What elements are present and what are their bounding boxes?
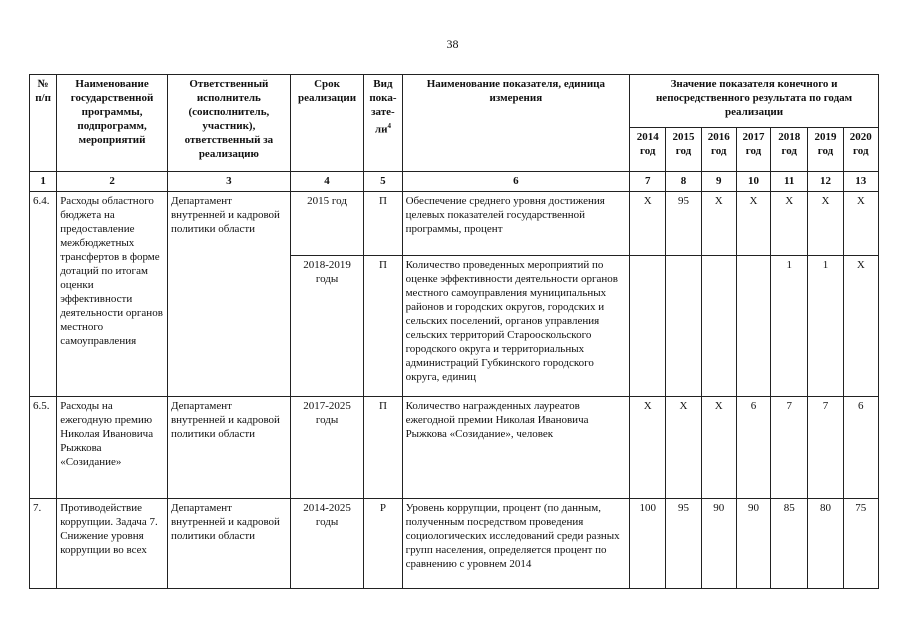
row-value [736,256,770,397]
row-indicator: Уровень коррупции, процент (по данным, полученным посредством проведения социологических исследований среди разных групп населения, определяется процент по сравнению с уровнем 2014 [402,499,630,589]
header-term: Срок реализации [290,75,364,172]
row-term: 2017-2025 годы [290,397,364,499]
row-value [701,256,736,397]
header-name: Наименование государственной программы, подпрограмм, мероприятий [57,75,168,172]
row-term: 2015 год [290,192,364,256]
col-number: 9 [701,172,736,192]
row-name: Расходы областного бюджета на предоставление межбюджетных трансфертов в форме дотаций по итогам оценки эффективности деятельности органов местного самоуправления [57,192,168,397]
table-row [30,192,879,256]
header-type-text: Вид пока-зате-ли [369,78,397,136]
header-executor: Ответственный исполнитель (соисполнитель, участник), ответственный за реализацию [167,75,290,172]
col-number: 12 [808,172,843,192]
row-value: 1 [771,256,808,397]
header-type-footnote: 4 [387,122,391,130]
row-num: 6.4. [30,192,57,397]
table-row [30,499,879,589]
row-value: 80 [808,499,843,589]
row-executor: Департамент внутренней и кадровой политики области [167,192,290,397]
row-value: Х [630,397,666,499]
row-executor: Департамент внутренней и кадровой политики области [167,499,290,589]
row-num: 7. [30,499,57,589]
row-indicator: Обеспечение среднего уровня достижения целевых показателей государственной программы, процент [402,192,630,256]
col-number: 8 [666,172,701,192]
row-value: 95 [666,192,701,256]
header-year: 2016 год [701,128,736,172]
row-value: 95 [666,499,701,589]
header-indicator: Наименование показателя, единица измерения [402,75,630,172]
indicators-table [29,74,879,589]
row-executor: Департамент внутренней и кадровой политики области [167,397,290,499]
row-type: П [364,256,402,397]
row-term: 2014-2025 годы [290,499,364,589]
row-num: 6.5. [30,397,57,499]
row-value: Х [630,192,666,256]
col-number: 11 [771,172,808,192]
col-number: 5 [364,172,402,192]
row-type: Р [364,499,402,589]
col-number: 1 [30,172,57,192]
row-value: 7 [808,397,843,499]
header-year: 2017 год [736,128,770,172]
row-type: П [364,397,402,499]
row-value [630,256,666,397]
row-indicator: Количество награжденных лауреатов ежегодной премии Николая Ивановича Рыжкова «Созидание», человек [402,397,630,499]
row-value [666,256,701,397]
row-value: Х [808,192,843,256]
header-values: Значение показателя конечного и непосредственного результата по годам реализации [630,75,879,128]
row-value: 90 [701,499,736,589]
header-year: 2018 год [771,128,808,172]
row-type: П [364,192,402,256]
row-value: Х [736,192,770,256]
row-value: Х [701,192,736,256]
col-number: 6 [402,172,630,192]
header-num: № п/п [30,75,57,172]
row-name: Противодействие коррупции. Задача 7. Снижение уровня коррупции во всех [57,499,168,589]
col-number: 3 [167,172,290,192]
header-year: 2015 год [666,128,701,172]
row-name: Расходы на ежегодную премию Николая Ивановича Рыжкова «Созидание» [57,397,168,499]
row-value: 6 [843,397,878,499]
row-value: Х [701,397,736,499]
row-value: 7 [771,397,808,499]
header-type [364,75,402,172]
row-value: Х [843,256,878,397]
header-year: 2014 год [630,128,666,172]
col-number: 4 [290,172,364,192]
header-year: 2020 год [843,128,878,172]
col-number: 2 [57,172,168,192]
row-value: 90 [736,499,770,589]
row-term: 2018-2019 годы [290,256,364,397]
row-value: Х [666,397,701,499]
page-number: 38 [446,37,459,51]
row-indicator: Количество проведенных мероприятий по оценке эффективности деятельности органов местного самоуправления муниципальных районов и городских округов, городских и сельских поселений, органов управления сельских территорий Старооскольского городского округа и территориальных администраций Губкинского городского округа, единиц [402,256,630,397]
table-row [30,397,879,499]
header-year: 2019 год [808,128,843,172]
row-value: 100 [630,499,666,589]
row-value: 85 [771,499,808,589]
col-number: 10 [736,172,770,192]
row-value: 75 [843,499,878,589]
row-value: Х [843,192,878,256]
row-value: 1 [808,256,843,397]
col-number: 13 [843,172,878,192]
row-value: Х [771,192,808,256]
col-number: 7 [630,172,666,192]
row-value: 6 [736,397,770,499]
